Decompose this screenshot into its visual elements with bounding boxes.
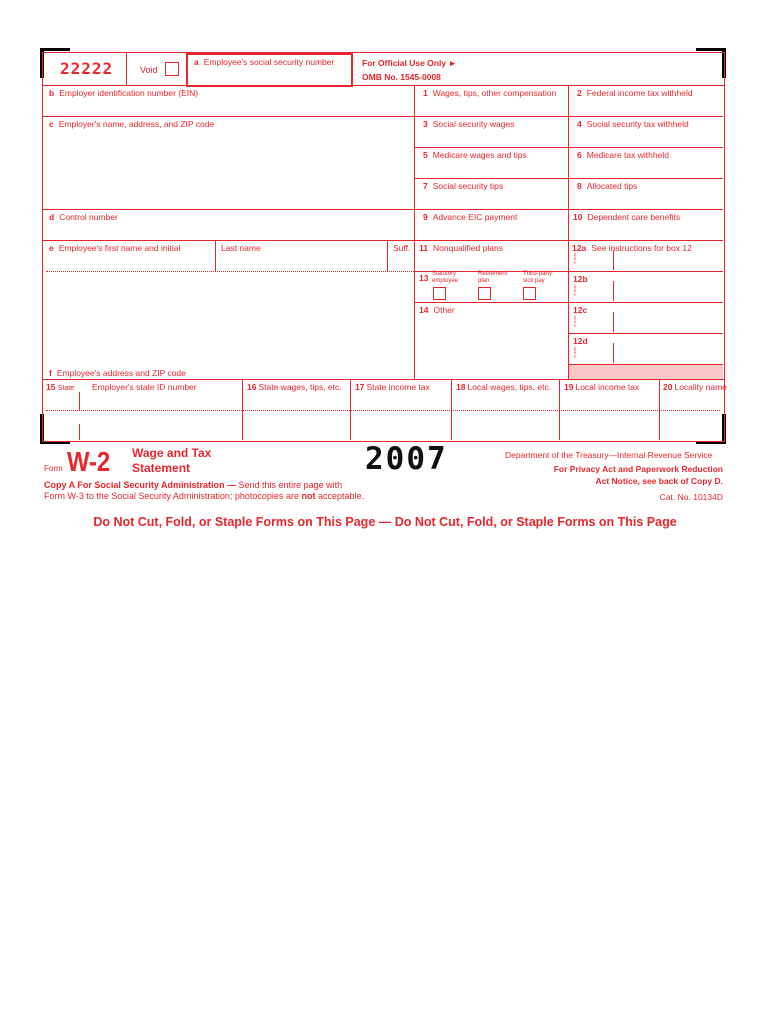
do-not-cut-warning: Do Not Cut, Fold, or Staple Forms on This Page — Do Not Cut, Fold, or Staple Forms on This Page <box>93 515 677 529</box>
box-12a-label: 12a See instructions for box 12 <box>572 243 692 253</box>
box-12b-label: 12b <box>573 274 588 284</box>
void-label: Void <box>140 65 158 75</box>
box-e-suff-label: Suff. <box>393 243 411 253</box>
box-20-label: 20 Locality name <box>663 382 727 392</box>
form-name: W-2 <box>67 446 111 477</box>
box-2-label: 2 Federal income tax withheld <box>577 88 693 98</box>
box-f-label: f Employee's address and ZIP code <box>49 368 186 378</box>
box-8-label: 8 Allocated tips <box>577 181 638 191</box>
form-title-line1: Wage and Tax <box>132 446 212 460</box>
box-a-label: a Employee's social security number <box>194 57 335 67</box>
official-use: For Official Use Only ► <box>362 58 457 68</box>
box-16-label: 16 State wages, tips, etc. <box>247 382 342 392</box>
copy-a-line1: Copy A For Social Security Administration — Send this entire page with <box>44 480 343 490</box>
box-12b-code: Code <box>572 284 577 296</box>
box-15-label: 15 State <box>46 382 75 392</box>
box-15-id-label: Employer's state ID number <box>92 382 197 392</box>
corner-mark-tr-h <box>696 48 726 51</box>
form-code: 22222 <box>60 59 114 78</box>
box-11-label: 11 Nonqualified plans <box>419 243 503 253</box>
thirdparty-checkbox[interactable] <box>523 287 536 300</box>
box-1-label: 1 Wages, tips, other compensation <box>423 88 557 98</box>
corner-mark-tl-h <box>40 48 70 51</box>
box-10-label: 10 Dependent care benefits <box>573 212 681 222</box>
box-d-label: d Control number <box>49 212 118 222</box>
box-13-thirdparty-label: Third-party sick pay <box>523 271 553 284</box>
box-3-label: 3 Social security wages <box>423 119 515 129</box>
box-18-label: 18 Local wages, tips, etc. <box>456 382 552 392</box>
box-9-label: 9 Advance EIC payment <box>423 212 518 222</box>
box-e-first-label: e Employee's first name and initial <box>49 243 181 253</box>
box-13-statutory-label: Statutory employee <box>432 271 459 284</box>
box-12d-code: Code <box>572 346 577 358</box>
form-word: Form <box>44 464 63 473</box>
form-year: 2007 <box>365 441 448 477</box>
box-17-label: 17 State income tax <box>355 382 430 392</box>
box-13-retirement-label: Retirement plan <box>478 271 508 284</box>
statutory-checkbox[interactable] <box>433 287 446 300</box>
box-5-label: 5 Medicare wages and tips <box>423 150 527 160</box>
form-title-line2: Statement <box>132 461 191 475</box>
box-12d-label: 12d <box>573 336 588 346</box>
copy-a-line2: Form W-3 to the Social Security Administration; photocopies are not acceptable. <box>44 491 364 501</box>
box-13-num: 13 <box>419 273 429 283</box>
box-e-last-label: Last name <box>221 243 261 253</box>
box-c-label: c Employer's name, address, and ZIP code <box>49 119 215 129</box>
retirement-checkbox[interactable] <box>478 287 491 300</box>
box-12a-code: Code <box>572 252 577 264</box>
box-19-label: 19 Local income tax <box>564 382 640 392</box>
box-12c-code: Code <box>572 315 577 327</box>
shaded-cell <box>569 365 723 379</box>
box-6-label: 6 Medicare tax withheld <box>577 150 669 160</box>
box-b-label: b Employer identification number (EIN) <box>49 88 199 98</box>
cat-number: Cat. No. 10134D <box>659 492 723 502</box>
privacy-line1: For Privacy Act and Paperwork Reduction <box>553 464 723 474</box>
dept-treasury: Department of the Treasury—Internal Revenue Service <box>505 450 713 460</box>
box-12c-label: 12c <box>573 305 588 315</box>
box-14-label: 14 Other <box>419 305 455 315</box>
box-4-label: 4 Social security tax withheld <box>577 119 689 129</box>
box-7-label: 7 Social security tips <box>423 181 504 191</box>
void-checkbox[interactable] <box>165 62 179 76</box>
omb-number: OMB No. 1545-0008 <box>362 72 441 82</box>
privacy-line2: Act Notice, see back of Copy D. <box>595 476 723 486</box>
